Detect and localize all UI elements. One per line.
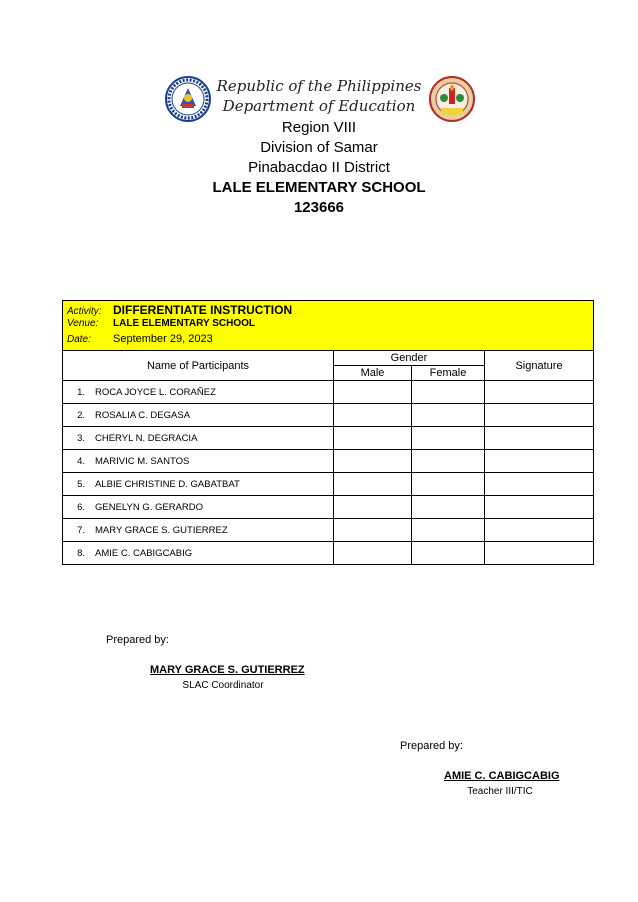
activity-label: Activity: [67,306,102,317]
row-number: 2. [77,409,85,421]
participant-name-cell [63,496,334,519]
female-cell [412,427,485,450]
venue-value: LALE ELEMENTARY SCHOOL [113,318,256,329]
signature-cell [485,496,594,519]
participant-name: GENELYN G. GERARDO [95,501,204,513]
table-row [63,450,594,473]
participant-rows [63,381,594,565]
prepared-by-label-1: Prepared by: [106,634,169,646]
male-cell [334,427,412,450]
prepared-by-label-2: Prepared by: [400,740,463,752]
participant-name: ROCA JOYCE L. CORAÑEZ [95,386,216,398]
female-cell [412,450,485,473]
participant-name-cell [63,404,334,427]
row-number: 5. [77,478,85,490]
male-cell [334,496,412,519]
table-row [63,473,594,496]
venue-label: Venue: [67,318,99,329]
row-number: 8. [77,547,85,559]
participant-name-cell [63,427,334,450]
female-cell [412,542,485,565]
signature-cell [485,542,594,565]
female-cell [412,404,485,427]
female-cell [412,473,485,496]
male-cell [334,473,412,496]
signatory-name-1: MARY GRACE S. GUTIERREZ [150,664,305,676]
header-division: Division of Samar [260,139,378,156]
activity-row [67,303,589,318]
male-cell [334,450,412,473]
header-department: Department of Education [222,97,416,115]
signature-cell [485,450,594,473]
participant-name-cell [63,450,334,473]
signatory-title-2: Teacher III/TIC [467,786,533,797]
signature-cell [485,519,594,542]
row-number: 3. [77,432,85,444]
venue-row [67,318,589,333]
participant-name: AMIE C. CABIGCABIG [95,547,193,559]
male-cell [334,404,412,427]
male-cell [334,381,412,404]
participant-name: ALBIE CHRISTINE D. GABATBAT [95,478,240,490]
activity-value: DIFFERENTIATE INSTRUCTION [113,303,293,317]
row-number: 1. [77,386,85,398]
participant-name: CHERYL N. DEGRACIA [95,432,198,444]
participant-name-cell [63,542,334,565]
signature-cell [485,473,594,496]
col-header-female: Female [412,366,485,381]
signature-cell [485,427,594,450]
attendance-table [62,300,594,565]
male-cell [334,542,412,565]
col-header-signature: Signature [485,351,594,381]
col-header-male: Male [334,366,412,381]
date-label: Date: [67,334,91,345]
table-row [63,427,594,450]
table-row [63,519,594,542]
male-cell [334,519,412,542]
row-number: 6. [77,501,85,513]
signature-cell [485,404,594,427]
table-row [63,542,594,565]
table-row [63,381,594,404]
signatory-title-1: SLAC Coordinator [182,680,264,691]
header-school: LALE ELEMENTARY SCHOOL [212,179,426,196]
col-header-name: Name of Participants [63,351,334,381]
participant-name-cell [63,381,334,404]
col-header-gender: Gender [334,351,485,366]
table-row [63,404,594,427]
date-row [67,333,589,348]
date-value: September 29, 2023 [113,333,213,345]
participant-name: MARY GRACE S. GUTIERREZ [95,524,228,536]
header-school-id: 123666 [293,199,345,216]
activity-info-block [63,301,594,351]
female-cell [412,496,485,519]
header-district: Pinabacdao II District [248,159,390,176]
row-number: 4. [77,455,85,467]
participant-name: ROSALIA C. DEGASA [95,409,191,421]
participant-name-cell [63,519,334,542]
header-republic: Republic of the Philippines [216,77,422,95]
header-region: Region VIII [281,119,357,136]
female-cell [412,519,485,542]
table-row [63,496,594,519]
row-number: 7. [77,524,85,536]
signature-cell [485,381,594,404]
signatory-name-2: AMIE C. CABIGCABIG [444,770,560,782]
participant-name: MARIVIC M. SANTOS [95,455,190,467]
female-cell [412,381,485,404]
participant-name-cell [63,473,334,496]
